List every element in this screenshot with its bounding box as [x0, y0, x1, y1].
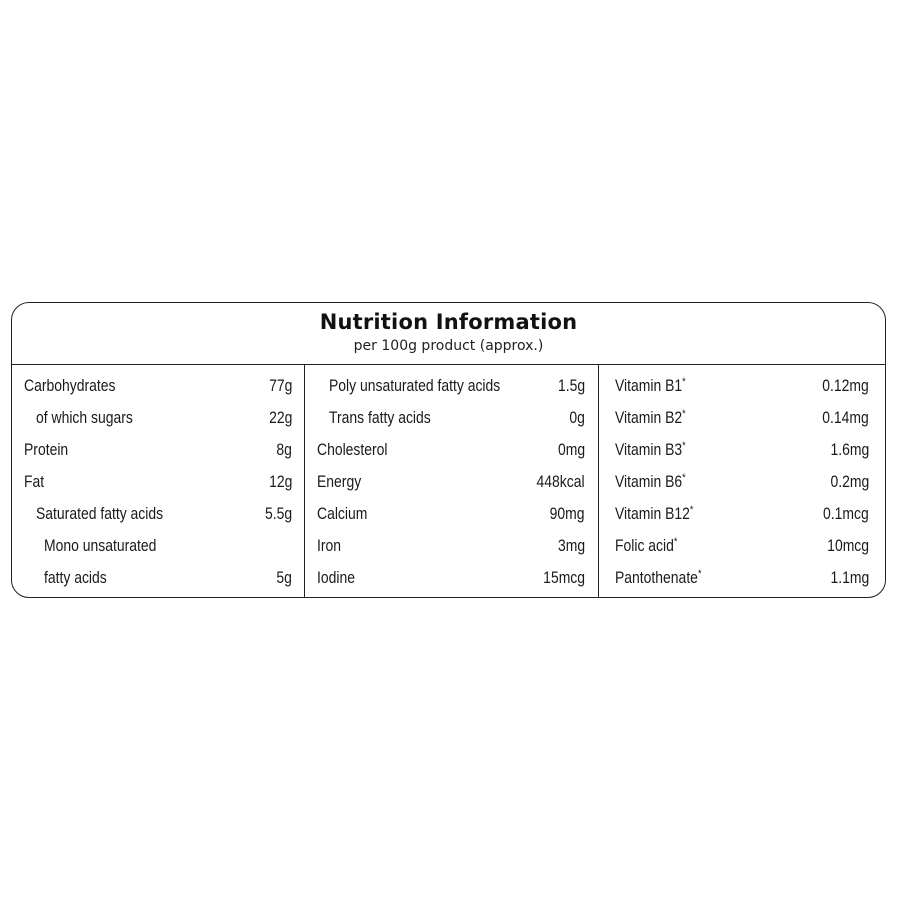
nutrient-value: 3mg — [557, 536, 585, 555]
nutrient-row — [24, 531, 292, 561]
nutrient-row — [615, 531, 869, 561]
nutrient-value: 0g — [569, 408, 585, 427]
nutrient-name: Vitamin B2* — [615, 408, 686, 427]
nutrient-name: Vitamin B1* — [615, 376, 686, 395]
nutrient-value: 22g — [268, 408, 292, 427]
nutrient-name: Iodine — [317, 568, 355, 587]
nutrient-row — [24, 371, 292, 401]
label-subtitle: per 100g product (approx.) — [353, 338, 544, 354]
nutrient-column-vitamins — [599, 365, 885, 597]
asterisk-mark: * — [682, 408, 686, 420]
nutrient-name: Vitamin B12* — [615, 504, 694, 523]
nutrient-row — [317, 403, 585, 433]
nutrient-name: Protein — [24, 440, 69, 459]
nutrient-value: 12g — [268, 472, 292, 491]
nutrient-value: 0.12mg — [822, 376, 869, 395]
nutrient-row — [615, 563, 869, 593]
nutrient-name: Fat — [24, 472, 45, 491]
nutrient-row — [317, 435, 585, 465]
asterisk-mark: * — [682, 440, 686, 452]
nutrient-value: 10mcg — [827, 536, 869, 555]
nutrient-row — [317, 467, 585, 497]
asterisk-mark: * — [697, 568, 702, 580]
nutrient-row — [317, 371, 585, 401]
label-title: Nutrition Information — [319, 310, 578, 334]
nutrient-row — [615, 371, 869, 401]
nutrient-row — [317, 531, 585, 561]
nutrient-name: Cholesterol — [317, 440, 388, 459]
nutrient-row — [24, 563, 292, 593]
nutrient-row — [24, 499, 292, 529]
nutrient-value: 1.5g — [557, 376, 585, 395]
nutrient-value: 0.1mcg — [823, 504, 869, 523]
nutrient-name: Folic acid* — [615, 536, 678, 555]
nutrient-name: Iron — [317, 536, 342, 555]
nutrient-name: Vitamin B6* — [615, 472, 686, 491]
nutrient-row — [24, 403, 292, 433]
nutrient-name: Mono unsaturated — [44, 536, 157, 555]
nutrient-value: 1.1mg — [830, 568, 869, 587]
nutrient-name: Poly unsaturated fatty acids — [329, 376, 501, 395]
nutrient-value: 5g — [276, 568, 292, 587]
nutrient-row — [615, 403, 869, 433]
nutrient-value: 15mcg — [543, 568, 585, 587]
nutrient-name: Pantothenate* — [615, 568, 702, 587]
nutrient-row — [24, 435, 292, 465]
nutrient-row — [615, 467, 869, 497]
nutrient-row — [615, 499, 869, 529]
nutrient-value: 90mg — [550, 504, 585, 523]
asterisk-mark: * — [673, 536, 678, 548]
nutrient-value: 0.14mg — [822, 408, 869, 427]
nutrient-column-minerals — [305, 365, 599, 597]
nutrient-name: Saturated fatty acids — [36, 504, 164, 523]
nutrition-header — [12, 303, 885, 365]
nutrient-value: 0mg — [557, 440, 585, 459]
nutrient-name: Trans fatty acids — [329, 408, 431, 427]
nutrient-row — [615, 435, 869, 465]
nutrient-value: 77g — [268, 376, 292, 395]
nutrient-name: Carbohydrates — [24, 376, 116, 395]
nutrient-value: 1.6mg — [830, 440, 869, 459]
nutrient-name: Energy — [317, 472, 362, 491]
asterisk-mark: * — [682, 376, 686, 388]
asterisk-mark: * — [689, 504, 694, 516]
nutrient-value: 0.2mg — [830, 472, 869, 491]
nutrient-value: 448kcal — [536, 472, 585, 491]
nutrient-row — [317, 563, 585, 593]
nutrient-row — [24, 467, 292, 497]
nutrient-name: Vitamin B3* — [615, 440, 686, 459]
nutrient-value: 8g — [276, 440, 292, 459]
nutrient-value: 5.5g — [264, 504, 292, 523]
asterisk-mark: * — [682, 472, 686, 484]
nutrition-label — [11, 302, 886, 598]
nutrient-name: of which sugars — [36, 408, 133, 427]
nutrient-name: Calcium — [317, 504, 368, 523]
nutrient-name: fatty acids — [44, 568, 107, 587]
nutrient-row — [317, 499, 585, 529]
nutrient-column-macros — [12, 365, 305, 597]
